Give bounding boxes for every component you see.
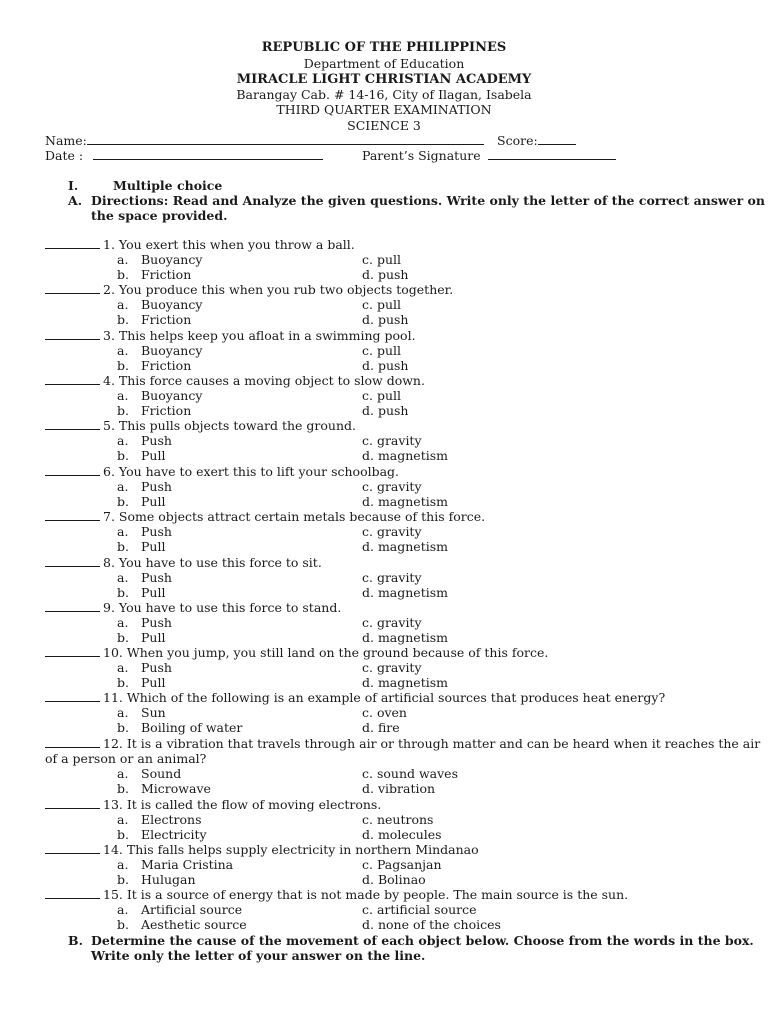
school-address: Barangay Cab. # 14-16, City of Ilagan, Isabela [236,87,532,102]
option-text: Buoyancy [141,388,203,403]
option-text: Maria Cristina [141,857,234,872]
option-b [117,448,165,463]
option-d: d. push [362,312,409,327]
option-b [117,917,247,932]
option-a [117,902,242,917]
answer-blank[interactable] [45,509,100,521]
option-text: Push [141,660,172,675]
question-text: 15. It is a source of energy that is not made by people. The main source is the sun. [103,887,629,902]
option-text: Aesthetic source [141,917,247,932]
option-d: d. magnetism [362,630,448,645]
question-text: 8. You have to use this force to sit. [103,555,322,570]
question-text: 5. This pulls objects toward the ground. [103,418,356,433]
option-c: c. oven [362,705,407,720]
option-c: c. gravity [362,479,422,494]
option-letter: a. [117,766,129,781]
score-label: Score: [497,133,538,148]
option-letter: b. [117,358,129,373]
option-letter: b. [117,630,129,645]
option-letter: a. [117,433,129,448]
option-text: Pull [141,585,166,600]
option-c: c. pull [362,388,401,403]
option-d: d. vibration [362,781,436,796]
option-letter: b. [117,312,129,327]
question-5 [45,418,356,433]
option-letter: b. [117,585,129,600]
section-one-numeral: I. [68,178,79,193]
part-a-directions-line2: the space provided. [91,208,228,223]
option-d: d. magnetism [362,539,448,554]
answer-blank[interactable] [45,282,100,294]
option-text: Pull [141,448,166,463]
question-text: 3. This helps keep you afloat in a swimming pool. [103,328,416,343]
option-letter: a. [117,812,129,827]
option-text: Push [141,433,172,448]
republic-heading: REPUBLIC OF THE PHILIPPINES [261,40,507,55]
date-field[interactable] [45,148,323,163]
option-d: d. push [362,403,409,418]
section-one-title: Multiple choice [113,178,223,193]
option-letter: a. [117,252,129,267]
question-6 [45,464,399,479]
option-a [117,766,181,781]
question-text: 4. This force causes a moving object to slow down. [103,373,425,388]
option-text: Pull [141,675,166,690]
date-label: Date : [45,148,84,163]
option-a [117,705,166,720]
answer-blank[interactable] [45,645,100,657]
part-a-directions-line1: Directions: Read and Analyze the given questions. Write only the letter of the correct answer on [91,193,765,208]
option-a [117,343,202,358]
question-1 [45,237,355,252]
question-text: 9. You have to use this force to stand. [103,600,342,615]
option-text: Pull [141,494,166,509]
option-letter: b. [117,403,129,418]
option-text: Microwave [141,781,211,796]
signature-label: Parent’s Signature [362,148,481,163]
option-letter: b. [117,675,129,690]
option-b [117,494,165,509]
option-c: c. neutrons [362,812,434,827]
answer-blank[interactable] [45,797,100,809]
option-letter: a. [117,479,129,494]
option-a [117,479,172,494]
option-a [117,660,172,675]
question-14 [45,842,479,857]
question-13 [45,797,381,812]
option-text: Electrons [141,812,202,827]
option-d: d. magnetism [362,448,448,463]
option-d: d. magnetism [362,675,448,690]
option-text: Push [141,479,172,494]
option-letter: b. [117,448,129,463]
option-b [117,358,191,373]
option-d: d. magnetism [362,585,448,600]
question-3 [45,328,416,343]
option-c: c. artificial source [362,902,477,917]
option-a [117,812,202,827]
answer-blank[interactable] [45,690,100,702]
option-letter: a. [117,902,129,917]
option-c: c. Pagsanjan [362,857,442,872]
answer-blank[interactable] [45,600,100,612]
option-c: c. gravity [362,615,422,630]
option-letter: a. [117,297,129,312]
option-text: Pull [141,539,166,554]
answer-blank[interactable] [45,555,100,567]
question-4 [45,373,425,388]
option-a [117,388,202,403]
question-text: 10. When you jump, you still land on the ground because of this force. [103,645,549,660]
name-label: Name: [45,133,87,148]
option-letter: b. [117,781,129,796]
school-name: MIRACLE LIGHT CHRISTIAN ACADEMY [236,72,532,87]
score-line[interactable] [538,133,576,145]
date-line[interactable] [93,148,323,160]
question-text: 11. Which of the following is an example of artificial sources that produces heat energy? [103,690,666,705]
answer-blank[interactable] [45,328,100,340]
name-field[interactable] [45,133,484,148]
option-text: Friction [141,312,192,327]
question-text: 7. Some objects attract certain metals because of this force. [103,509,486,524]
answer-blank[interactable] [45,237,100,249]
option-letter: b. [117,917,129,932]
answer-blank[interactable] [45,464,100,476]
question-9 [45,600,341,615]
question-text: 1. You exert this when you throw a ball. [103,237,355,252]
option-b [117,675,165,690]
part-b-directions-line1: Determine the cause of the movement of each object below. Choose from the words in the box. [91,933,754,948]
subject-title: SCIENCE 3 [347,118,421,133]
option-text: Sun [141,705,166,720]
question-text: 6. You have to exert this to lift your schoolbag. [103,464,400,479]
score-field[interactable] [497,133,576,148]
department-heading: Department of Education [303,56,465,71]
part-b-letter: B. [68,933,83,948]
option-d: d. none of the choices [362,917,501,932]
option-text: Push [141,570,172,585]
option-text: Artificial source [141,902,243,917]
option-letter: b. [117,720,129,735]
option-text: Boiling of water [141,720,243,735]
option-text: Buoyancy [141,252,203,267]
option-b [117,872,196,887]
answer-blank[interactable] [45,418,100,430]
option-a [117,524,172,539]
name-line[interactable] [87,133,484,145]
question-15 [45,887,628,902]
question-text: 14. This falls helps supply electricity in northern Mindanao [103,842,479,857]
option-letter: a. [117,857,129,872]
option-text: Buoyancy [141,343,203,358]
option-text: Friction [141,358,192,373]
answer-blank[interactable] [45,736,100,748]
part-a-letter: A. [68,193,83,208]
answer-blank[interactable] [45,887,100,899]
question-text: 2. You produce this when you rub two objects together. [103,282,454,297]
option-d: d. push [362,267,409,282]
question-text: 12. It is a vibration that travels through air or through matter and can be heard when it reaches the air [103,736,761,751]
option-c: c. gravity [362,660,422,675]
option-b [117,630,165,645]
question-text: 13. It is called the flow of moving electrons. [103,797,382,812]
option-b [117,312,191,327]
option-a [117,570,172,585]
option-d: d. molecules [362,827,442,842]
option-a [117,433,172,448]
option-b [117,267,191,282]
option-text: Sound [141,766,182,781]
question-2 [45,282,453,297]
part-b-directions-line2: Write only the letter of your answer on the line. [91,948,426,963]
option-d: d. Bolinao [362,872,426,887]
question-8 [45,555,322,570]
option-letter: a. [117,343,129,358]
question-11 [45,690,665,705]
option-text: Friction [141,403,192,418]
option-b [117,781,211,796]
question-12 [45,736,760,751]
option-c: c. sound waves [362,766,458,781]
option-text: Buoyancy [141,297,203,312]
option-b [117,539,165,554]
option-letter: a. [117,705,129,720]
option-a [117,297,202,312]
option-b [117,585,165,600]
option-letter: b. [117,539,129,554]
option-a [117,615,172,630]
option-text: Push [141,524,172,539]
option-b [117,720,242,735]
option-letter: a. [117,660,129,675]
signature-field[interactable] [362,148,616,163]
option-letter: a. [117,615,129,630]
answer-blank[interactable] [45,842,100,854]
option-c: c. gravity [362,524,422,539]
option-b [117,827,207,842]
question-text-continued: of a person or an animal? [45,751,207,766]
option-letter: b. [117,494,129,509]
answer-blank[interactable] [45,373,100,385]
option-c: c. pull [362,297,401,312]
option-letter: a. [117,570,129,585]
exam-title: THIRD QUARTER EXAMINATION [276,102,492,117]
signature-line[interactable] [488,148,616,160]
option-c: c. gravity [362,570,422,585]
option-text: Hulugan [141,872,196,887]
option-d: d. push [362,358,409,373]
option-d: d. magnetism [362,494,448,509]
option-c: c. gravity [362,433,422,448]
option-text: Push [141,615,172,630]
option-c: c. pull [362,343,401,358]
option-text: Friction [141,267,192,282]
question-7 [45,509,485,524]
option-d: d. fire [362,720,400,735]
question-10 [45,645,548,660]
option-letter: b. [117,827,129,842]
option-letter: b. [117,267,129,282]
option-text: Electricity [141,827,207,842]
option-letter: a. [117,388,129,403]
option-letter: a. [117,524,129,539]
option-letter: b. [117,872,129,887]
option-a [117,252,202,267]
option-c: c. pull [362,252,401,267]
option-a [117,857,233,872]
option-text: Pull [141,630,166,645]
option-b [117,403,191,418]
